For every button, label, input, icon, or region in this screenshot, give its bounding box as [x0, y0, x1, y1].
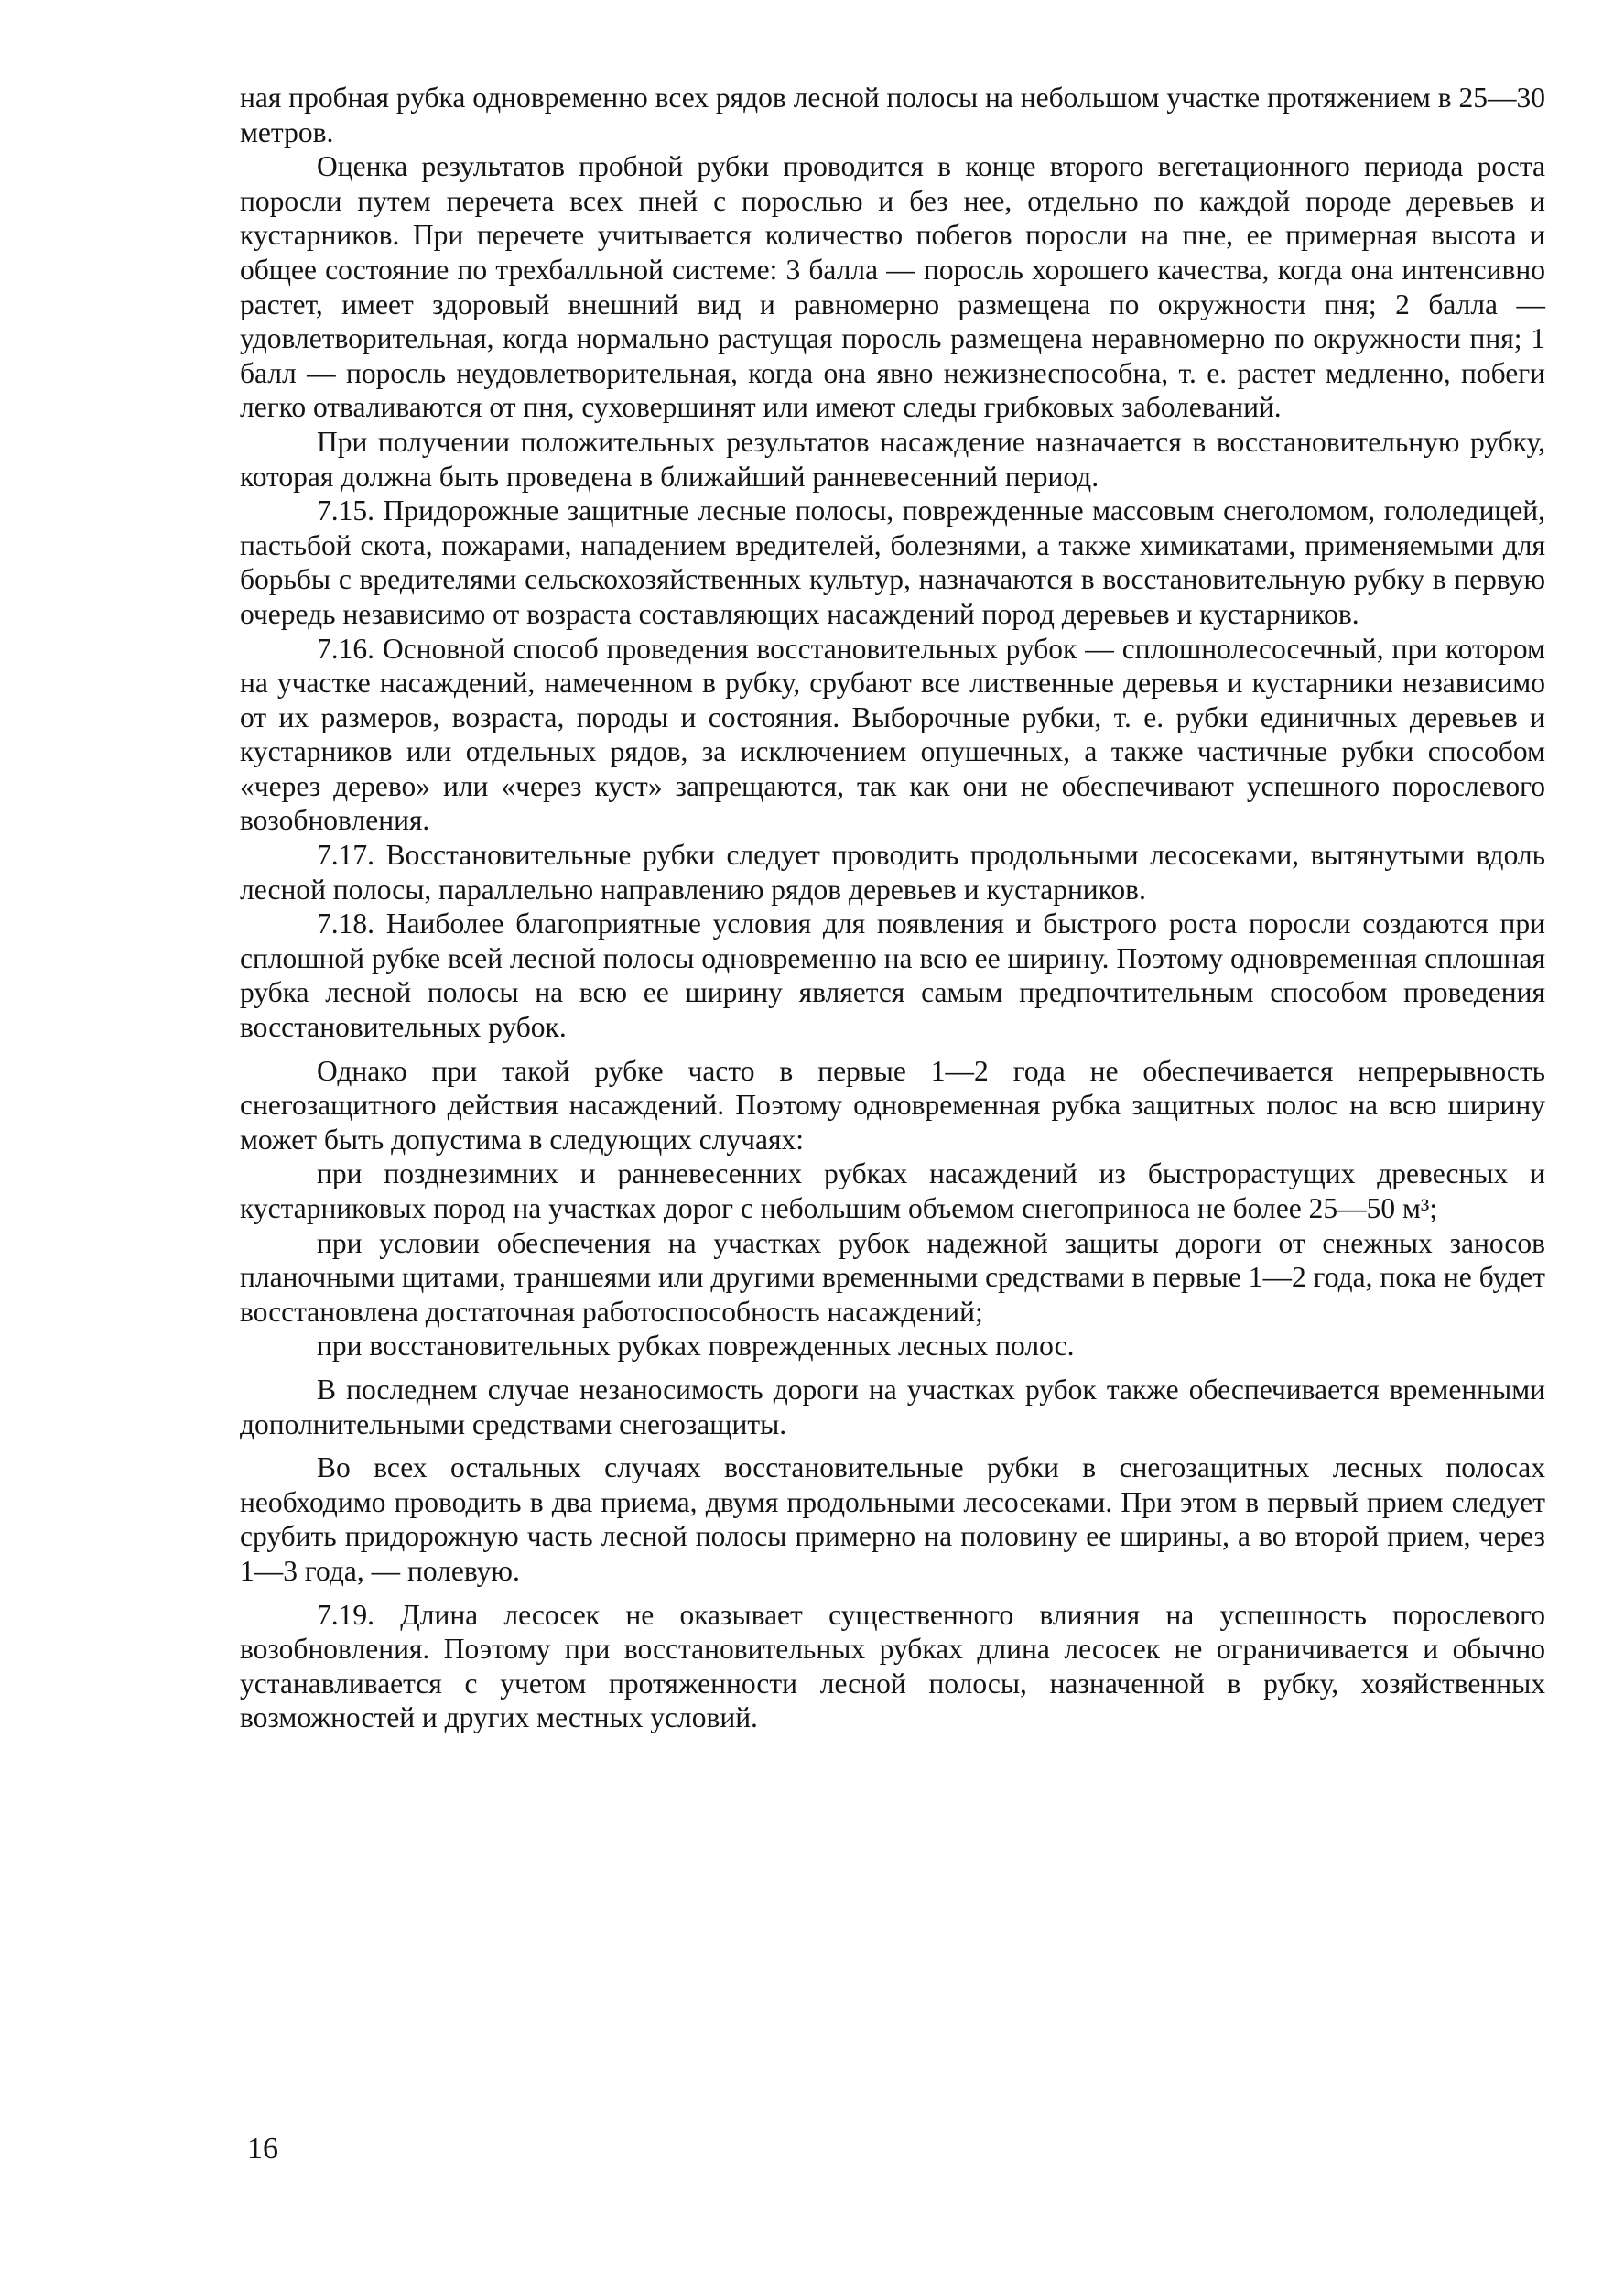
list-item-protection: при условии обеспечения на участках рубок надежной защиты дороги от снежных заносов планочными щитами, траншеями или другими временными средствами в первые 1—2 года, пока не будет восстановлена достаточная работоспособность насаждений; [240, 1226, 1545, 1328]
paragraph-7-18: 7.18. Наиболее благоприятные условия для появления и быстрого роста поросли создаются при сплошной рубке всей лесной полосы одновременно на всю ее ширину. Поэтому одновременная сплошная рубка лесной полосы на всю ее ширину является самым предпочтительным способом проведения восстановительных рубок. [240, 907, 1545, 1044]
paragraph-continuation: ная пробная рубка одновременно всех рядов лесной полосы на небольшом участке протяжением в 25—30 метров. [240, 81, 1545, 148]
paragraph-other-cases: Во всех остальных случаях восстановительные рубки в снегозащитных лесных полосах необходимо проводить в два приема, двумя продольными лесосеками. При этом в первый прием следует срубить придорожную часть лесной полосы примерно на половину ее ширины, а во второй прием, через 1—3 года, — полевую. [240, 1451, 1545, 1587]
list-item-damaged: при восстановительных рубках поврежденных лесных полос. [317, 1330, 1075, 1363]
paragraph-7-15: 7.15. Придорожные защитные лесные полосы, поврежденные массовым снеголомом, гололедицей, пастьбой скота, пожарами, нападением вредителей, болезнями, а также химикатами, применяемыми для борьбы с вредителями сельскохозяйственных культур, назначаются в восстановительную рубку в первую очередь независимо от возраста составляющих насаждений пород деревьев и кустарников. [240, 494, 1545, 630]
paragraph-7-16: 7.16. Основной способ проведения восстановительных рубок — сплошнолесосечный, при котором на участке насаждений, намеченном в рубку, срубают все лиственные деревья и кустарники независимо от их размеров, возраста, породы и состояния. Выборочные рубки, т. е. рубки единичных деревьев и кустарников или отдельных рядов, за исключением опушечных, а также частичные рубки способом «через дерево» или «через куст» запрещаются, так как они не обеспечивают успешного порослевого возобновления. [240, 632, 1545, 837]
list-item-late-winter: при позднезимних и ранневесенних рубках насаждений из быстрорастущих древесных и кустарниковых пород на участках дорог с небольшим объемом снегоприноса не более 25—50 м³; [240, 1157, 1545, 1224]
paragraph-however: Однако при такой рубке часто в первые 1—2 года не обеспечивается непрерывность снегозащитного действия насаждений. Поэтому одновременная рубка защитных полос на всю ширину может быть допустима в следующих случаях: [240, 1054, 1545, 1156]
paragraph-trial-cut-assessment: Оценка результатов пробной рубки проводится в конце второго вегетационного периода роста поросли путем перечета всех пней с порослью и без нее, отдельно по каждой породе деревьев и кустарников. При перечете учитывается количество побегов поросли на пне, ее примерная высота и общее состояние по трехбалльной системе: 3 балла — поросль хорошего качества, когда она интенсивно растет, имеет здоровый внешний вид и равномерно размещена по окружности пня; 2 балла — удовлетворительная, когда нормально растущая поросль размещена неравномерно по окружности пня; 1 балл — поросль неудовлетворительная, когда она явно нежизнеспособна, т. е. растет медленно, побеги легко отваливаются от пня, суховершинят или имеют следы грибковых заболеваний. [240, 150, 1545, 424]
paragraph-7-19: 7.19. Длина лесосек не оказывает существенного влияния на успешность порослевого возобновления. Поэтому при восстановительных рубках длина лесосек не ограничивается и обычно устанавливается с учетом протяженности лесной полосы, назначенной в рубку, хозяйственных возможностей и других местных условий. [240, 1598, 1545, 1734]
paragraph-positive-results: При получении положительных результатов насаждение назначается в восстановительную рубку, которая должна быть проведена в ближайший ранневесенний период. [240, 425, 1545, 493]
document-page [240, 81, 1545, 1735]
page-number: 16 [247, 2132, 278, 2166]
paragraph-7-17: 7.17. Восстановительные рубки следует проводить продольными лесосеками, вытянутыми вдоль лесной полосы, параллельно направлению рядов деревьев и кустарников. [240, 839, 1545, 906]
paragraph-last-case: В последнем случае незаносимость дороги на участках рубок также обеспечивается временными дополнительными средствами снегозащиты. [240, 1373, 1545, 1440]
